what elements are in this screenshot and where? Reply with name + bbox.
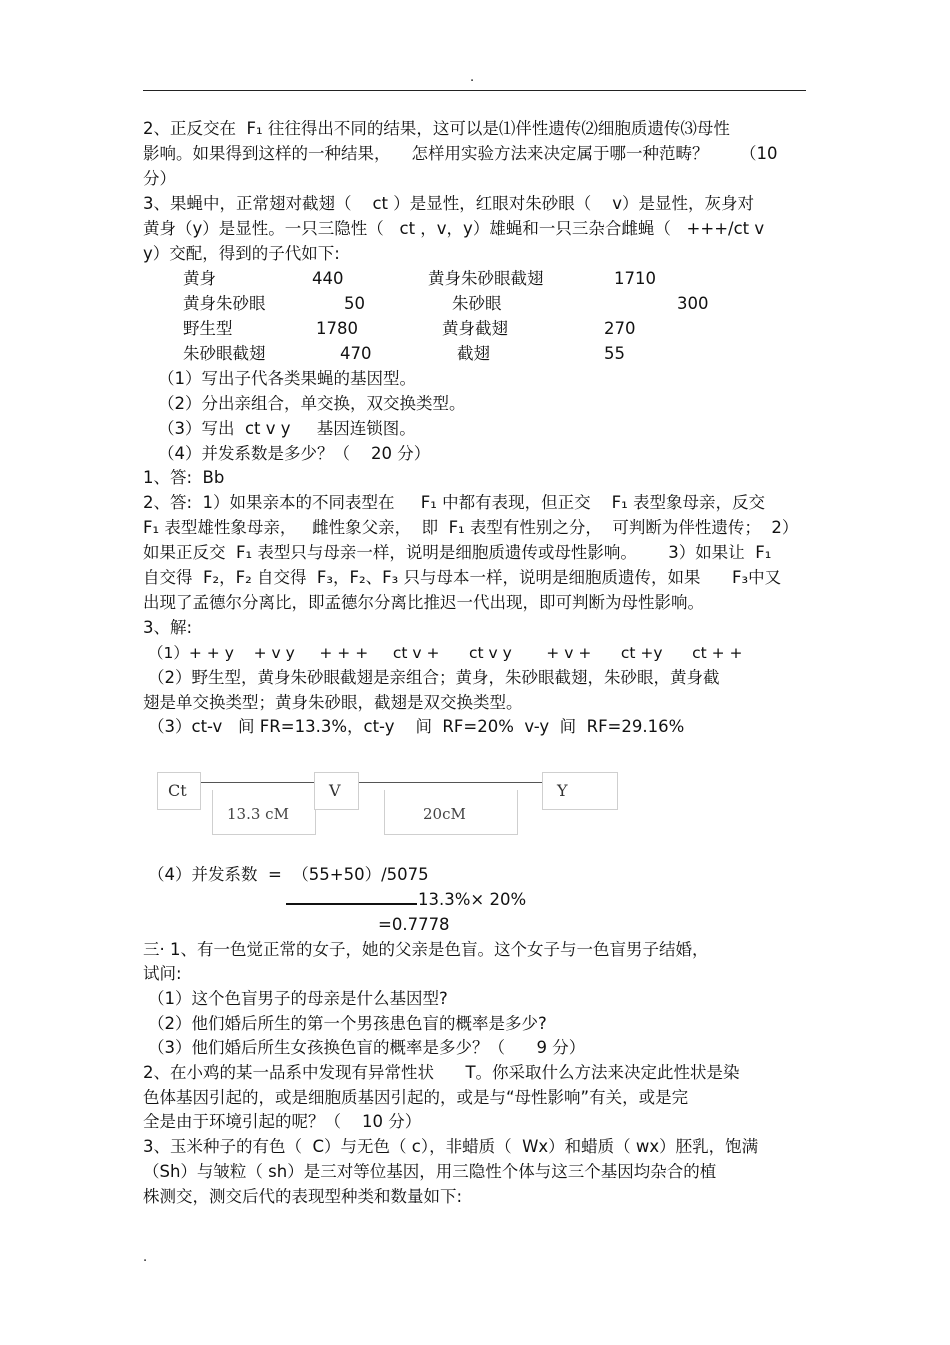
part3-q1-sub-2: （2）他们婚后所生的第一个男孩患色盲的概率是多少?	[148, 1014, 547, 1033]
answer-3-part-3: （3）ct-v 间 FR=13.3%，ct-y 间 RF=20% v-y 间 RF=29.16%	[148, 717, 685, 736]
distance-label-v-y: 20cM	[384, 790, 518, 835]
offspring-phenotype: 截翅	[457, 344, 490, 363]
distance-label-ct-v: 13.3 cM	[212, 790, 316, 835]
q3-subquestion-3: （3）写出 ct v y 基因连锁图。	[158, 419, 416, 438]
offspring-phenotype: 朱砂眼	[452, 294, 502, 313]
part3-q1-sub-3: （3）他们婚后所生女孩换色盲的概率是多少？（ 9 分）	[148, 1038, 586, 1057]
offspring-phenotype: 野生型	[183, 319, 233, 338]
part3-q2-line-1: 2、在小鸡的某一品系中发现有异常性状 T。你采取什么方法来决定此性状是染	[143, 1063, 740, 1082]
header-dot: .	[470, 70, 475, 85]
q3-subquestion-4: （4）并发系数是多少？（ 20 分）	[158, 444, 431, 463]
q3-subquestion-1: （1）写出子代各类果蝇的基因型。	[158, 369, 416, 388]
offspring-row	[0, 318, 950, 340]
offspring-phenotype: 黄身	[183, 269, 216, 288]
answer-3-denominator: 13.3%× 20%	[418, 890, 527, 909]
footer-dot: .	[143, 1250, 148, 1265]
q3-subquestion-2: （2）分出亲组合，单交换，双交换类型。	[158, 394, 466, 413]
part3-q2-line-2: 色体基因引起的，或是细胞质基因引起的，或是与“母性影响”有关，或是完	[143, 1088, 689, 1107]
answer-3-result: =0.7778	[378, 915, 450, 934]
gene-box-ct: Ct	[157, 772, 201, 810]
q2-line-2: 影响。如果得到这样的一种结果， 怎样用实验方法来决定属于哪一种范畴？ （10	[143, 144, 778, 163]
chromosome-segment-ct-v	[199, 782, 315, 783]
part3-q1-line-1: 三· 1、有一色觉正常的女子，她的父亲是色盲。这个女子与一色盲男子结婚，	[143, 940, 709, 959]
answer-2-line-2: F₁ 表型雄性象母亲， 雌性象父亲， 即 F₁ 表型有性别之分， 可判断为伴性遗传； 2）	[143, 518, 799, 537]
offspring-phenotype: 黄身截翅	[442, 319, 508, 338]
header-rule	[143, 90, 806, 91]
offspring-count: 1710	[614, 269, 656, 288]
offspring-count: 440	[312, 269, 344, 288]
part3-q3-line-3: 株测交，测交后代的表现型种类和数量如下:	[143, 1187, 463, 1206]
part3-q2-line-3: 全是由于环境引起的呢？（ 10 分）	[143, 1112, 422, 1131]
answer-2-line-3: 如果正反交 F₁ 表型只与母亲一样，说明是细胞质遗传或母性影响。 3）如果让 F₁	[143, 543, 772, 562]
part3-q1-sub-1: （1）这个色盲男子的母亲是什么基因型?	[148, 989, 448, 1008]
fraction-bar	[286, 903, 417, 905]
offspring-row	[0, 293, 950, 315]
offspring-phenotype: 黄身朱砂眼截翅	[428, 269, 544, 288]
part3-q1-line-2: 试问:	[143, 964, 182, 983]
answer-1: 1、答: Bb	[143, 468, 225, 487]
part3-q3-line-2: （Sh）与皱粒（ sh）是三对等位基因，用三隐性个体与这三个基因均杂合的植	[143, 1162, 717, 1181]
offspring-count: 50	[344, 294, 365, 313]
answer-3-part-2-line-2: 翅是单交换类型；黄身朱砂眼，截翅是双交换类型。	[143, 693, 523, 712]
answer-3-genotypes: （1）+ + y + v y + + + ct v + ct v y + v + ct +y ct + +	[148, 644, 743, 662]
gene-box-v: V	[314, 772, 359, 810]
answer-2-line-4: 自交得 F₂，F₂ 自交得 F₃，F₂、F₃ 只与母本一样，说明是细胞质遗传，如果 F₃中又	[143, 568, 782, 587]
answer-3-part-4: （4）并发系数 = （55+50）/5075	[148, 865, 429, 884]
offspring-count: 1780	[316, 319, 358, 338]
answer-2-line-5: 出现了孟德尔分离比，即孟德尔分离比推迟一代出现，即可判断为母性影响。	[143, 593, 704, 612]
q3-line-3: y）交配，得到的子代如下:	[143, 244, 340, 263]
chromosome-segment-v-y	[357, 782, 542, 783]
offspring-count: 270	[604, 319, 636, 338]
q2-line-1: 2、正反交在 F₁ 往往得出不同的结果，这可以是⑴伴性遗传⑵细胞质遗传⑶母性	[143, 119, 730, 138]
answer-3-part-2-line-1: （2）野生型，黄身朱砂眼截翅是亲组合；黄身，朱砂眼截翅，朱砂眼，黄身截	[148, 668, 720, 687]
offspring-row	[0, 268, 950, 290]
offspring-count: 300	[677, 294, 709, 313]
answer-2-line-1: 2、答: 1）如果亲本的不同表型在 F₁ 中都有表现，但正交 F₁ 表型象母亲，反交	[143, 493, 765, 512]
offspring-phenotype: 朱砂眼截翅	[183, 344, 266, 363]
q2-line-3: 分）	[143, 169, 176, 188]
gene-box-y: Y	[542, 772, 618, 810]
part3-q3-line-1: 3、玉米种子的有色（ C）与无色（ c），非蜡质（ Wx）和蜡质（ wx）胚乳，饱满	[143, 1137, 759, 1156]
q3-line-1: 3、果蝇中，正常翅对截翅（ ct ）是显性，红眼对朱砂眼（ v）是显性，灰身对	[143, 194, 755, 213]
answer-3-heading: 3、解:	[143, 618, 193, 637]
offspring-count: 470	[340, 344, 372, 363]
offspring-row	[0, 343, 950, 365]
q3-line-2: 黄身（y）是显性。一只三隐性（ ct ，v，y）雄蝇和一只三杂合雌蝇（ +++/ct v	[143, 219, 765, 238]
offspring-phenotype: 黄身朱砂眼	[183, 294, 266, 313]
offspring-count: 55	[604, 344, 625, 363]
